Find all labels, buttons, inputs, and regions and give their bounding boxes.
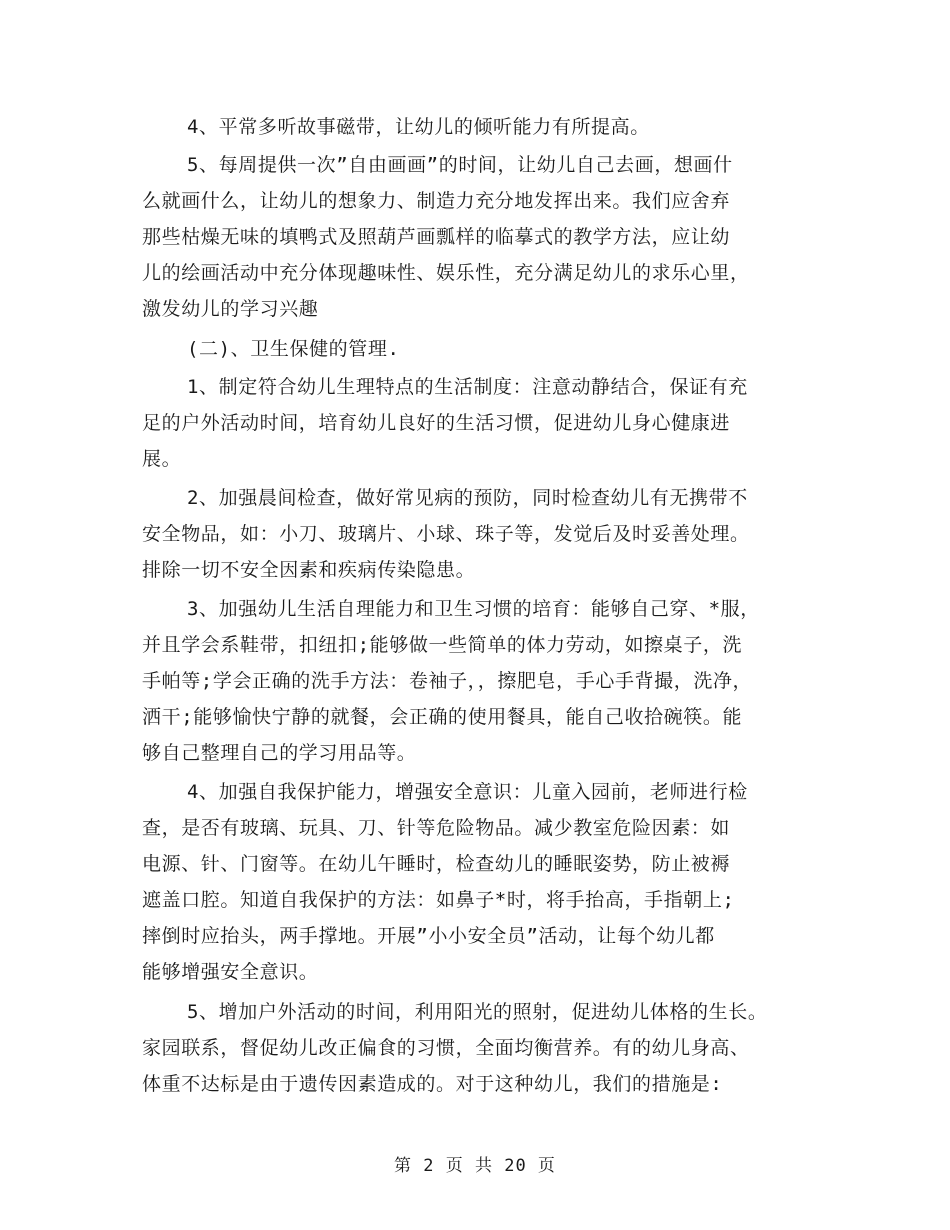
text-line: 并且学会系鞋带，扣纽扣;能够做一些简单的体力劳动，如擦桌子，洗 <box>142 634 743 656</box>
text-line: 够自己整理自己的学习用品等。 <box>142 742 417 764</box>
text-line: 家园联系，督促幼儿改正偏食的习惯，全面均衡营养。有的幼儿身高、 <box>142 1037 750 1059</box>
text-line: 4、平常多听故事磁带，让幼儿的倾听能力有所提高。 <box>187 116 650 138</box>
text-line: 排除一切不安全因素和疾病传染隐患。 <box>142 559 476 581</box>
page-number-footer: 第 2 页 共 20 页 <box>394 1156 556 1176</box>
text-line: 遮盖口腔。知道自我保护的方法：如鼻子*时，将手抬高，手指朝上; <box>142 889 735 911</box>
text-line: 能够增强安全意识。 <box>142 961 319 983</box>
text-line: 那些枯燥无味的填鸭式及照葫芦画瓢样的临摹式的教学方法，应让幼 <box>142 226 731 248</box>
text-line: 激发幼儿的学习兴趣 <box>142 298 319 320</box>
text-line: 2、加强晨间检查，做好常见病的预防，同时检查幼儿有无携带不 <box>187 487 748 509</box>
text-line: 1、制定符合幼儿生理特点的生活制度：注意动静结合，保证有充 <box>187 376 748 398</box>
section-heading: (二)、卫生保健的管理. <box>187 338 400 360</box>
text-line: 5、增加户外活动的时间，利用阳光的照射，促进幼儿体格的生长。 <box>187 1001 768 1023</box>
text-line: 3、加强幼儿生活自理能力和卫生习惯的培育：能够自己穿、*服， <box>187 598 760 620</box>
text-line: 查，是否有玻璃、玩具、刀、针等危险物品。减少教室危险因素：如 <box>142 817 731 839</box>
text-line: 4、加强自我保护能力，增强安全意识：儿童入园前，老师进行检 <box>187 781 748 803</box>
text-line: 洒干;能够愉快宁静的就餐，会正确的使用餐具，能自己收拾碗筷。能 <box>142 706 743 728</box>
text-line: 安全物品，如：小刀、玻璃片、小球、珠子等，发觉后及时妥善处理。 <box>142 523 750 545</box>
text-line: 手帕等;学会正确的洗手方法：卷袖子，，擦肥皂，手心手背撮，洗净， <box>142 670 753 692</box>
text-line: 么就画什么，让幼儿的想象力、制造力充分地发挥出来。我们应舍弃 <box>142 190 731 212</box>
text-line: 摔倒时应抬头，两手撑地。开展”小小安全员”活动，让每个幼儿都 <box>142 925 715 947</box>
text-line: 儿的绘画活动中充分体现趣味性、娱乐性，充分满足幼儿的求乐心里， <box>142 262 750 284</box>
text-line: 足的户外活动时间，培育幼儿良好的生活习惯，促进幼儿身心健康进 <box>142 412 731 434</box>
text-line: 体重不达标是由于遗传因素造成的。对于这种幼儿，我们的措施是: <box>142 1073 723 1095</box>
text-line: 5、每周提供一次”自由画画”的时间，让幼儿自己去画，想画什 <box>187 154 733 176</box>
text-line: 展。 <box>142 448 182 470</box>
text-line: 电源、针、门窗等。在幼儿午睡时，检查幼儿的睡眠姿势，防止被褥 <box>142 853 731 875</box>
